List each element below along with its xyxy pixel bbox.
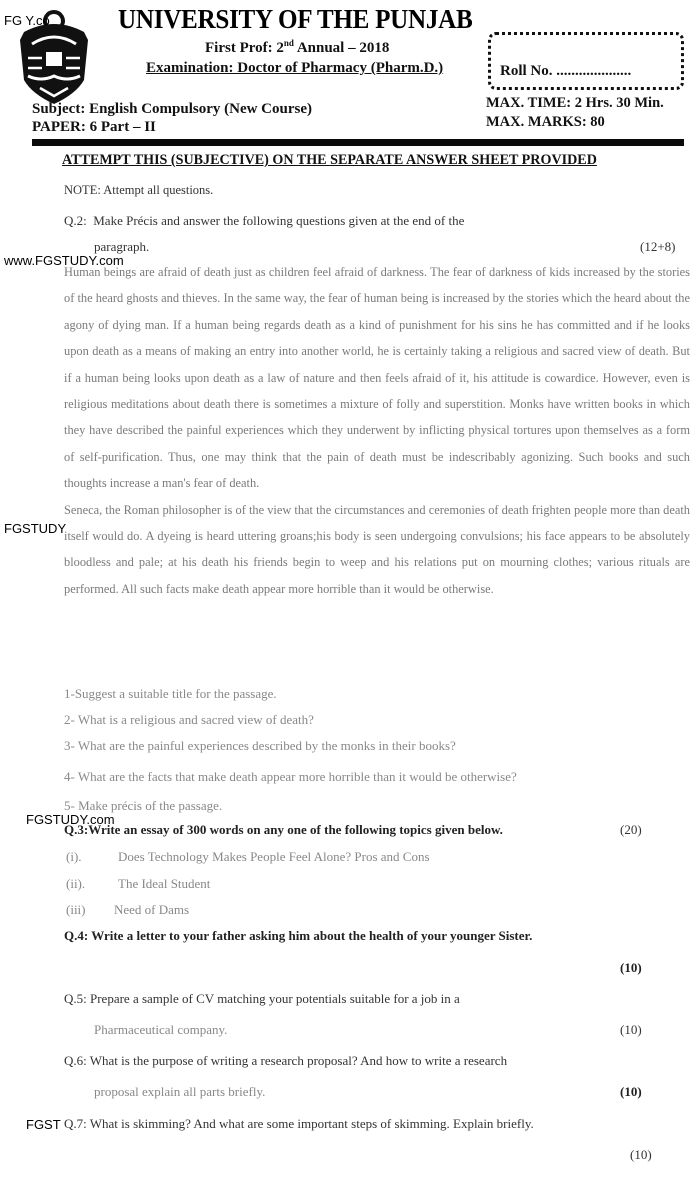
q2-question-1: 1-Suggest a suitable title for the passage.: [64, 686, 277, 701]
q2-line2: paragraph.: [94, 239, 150, 254]
passage-paragraph-2: Seneca, the Roman philosopher is of the view that the circumstances and ceremonies of death frighten people more than death itself would do. A dyeing is heard uttering groans;his body is seen undergoing convulsions; his face appears to be absolutely bloodless and pale; at his death his friends begin to weep and his relations put on mourning clothes; various rituals are performed. All such facts make death appear more horrible than it would be otherwise.: [64, 502, 690, 596]
q5-marks: (10): [620, 1022, 642, 1037]
watermark: FGSTUDY: [4, 521, 67, 536]
roll-number-field: Roll No. ....................: [500, 63, 632, 79]
q5-line2: Pharmaceutical company.: [94, 1022, 228, 1037]
q4-text: Q.4: Write a letter to your father asking him about the health of your younger Sister.: [64, 928, 533, 943]
q2-question-4: 4- What are the facts that make death appear more horrible than it would be otherwise?: [64, 769, 517, 784]
q7-text: Q.7: What is skimming? And what are some important steps of skimming. Explain briefly.: [64, 1116, 534, 1131]
watermark: FG Y.co: [4, 13, 50, 28]
q2-line1: Q.2: Make Précis and answer the following questions given at the end of the: [64, 213, 465, 228]
watermark: FGSTUDY.com: [26, 812, 115, 827]
passage-paragraph-1: Human beings are afraid of death just as children feel afraid of darkness. The fear of darkness of kids increased by the stories of the heard ghosts and thieves. In the same way, the fear of human being is increased by the stories which the heard about the agony of dying man. If a human being regards death as a kind of punishment for his sins he has committed and if he looks upon death as a means of making an entry into another world, he is certainly taking a religious and sacred view of death. But if a human being looks upon death as a law of nature and then feels afraid of it, his attitude is cowardice. However, even is religious meditations about death there is sometimes a mixture of folly and superstition. Monks have written books in which they have described the painful experiences which they underwent by inflicting physical tortures upon themselves as a form of self-purification. Thus, one may think that the pain of death must be indescribably agonizing. Such books and such thoughts increase a man's fear of death.: [64, 265, 690, 491]
passage: [64, 259, 690, 602]
q3-topic-2: The Ideal Student: [118, 876, 211, 891]
attempt-instruction: ATTEMPT THIS (SUBJECTIVE) ON THE SEPARATE ANSWER SHEET PROVIDED: [62, 152, 597, 168]
q2-question-3: 3- What are the painful experiences described by the monks in their books?: [64, 738, 456, 753]
examination-title: Examination: Doctor of Pharmacy (Pharm.D.): [146, 60, 444, 76]
q6-line2: proposal explain all parts briefly.: [94, 1084, 266, 1099]
q3-topic-2-number: (ii).: [66, 876, 86, 891]
q7-marks: (10): [630, 1147, 652, 1162]
q2-marks: (12+8): [640, 239, 676, 254]
q3-text: Q.3:Write an essay of 300 words on any one of the following topics given below.: [64, 822, 503, 837]
paper-label: PAPER: 6 Part – II: [32, 119, 156, 135]
q2-question-2: 2- What is a religious and sacred view of death?: [64, 712, 314, 727]
watermark: FGST: [26, 1117, 61, 1132]
header-divider: [32, 139, 684, 146]
subject-label: Subject: English Compulsory (New Course): [32, 101, 313, 117]
q2-question-5: 5- Make précis of the passage.: [64, 798, 223, 813]
exam-session: First Prof: 2nd Annual – 2018: [205, 38, 390, 56]
max-marks: MAX. MARKS: 80: [486, 114, 605, 130]
q3-topic-3-number: (iii): [66, 902, 86, 917]
roll-number-box: [488, 32, 684, 90]
note-instruction: NOTE: Attempt all questions.: [64, 183, 214, 197]
max-time: MAX. TIME: 2 Hrs. 30 Min.: [486, 95, 664, 111]
q6-line1: Q.6: What is the purpose of writing a research proposal? And how to write a research: [64, 1053, 508, 1068]
q3-marks: (20): [620, 822, 642, 837]
q3-topic-1: Does Technology Makes People Feel Alone? Pros and Cons: [118, 849, 430, 864]
watermark: www.FGSTUDY.com: [4, 253, 124, 268]
q3-topic-1-number: (i).: [66, 849, 82, 864]
university-title: UNIVERSITY OF THE PUNJAB: [118, 4, 473, 34]
q3-topic-3: Need of Dams: [114, 902, 190, 917]
q4-marks: (10): [620, 960, 642, 975]
q6-marks: (10): [620, 1084, 642, 1099]
q5-line1: Q.5: Prepare a sample of CV matching your potentials suitable for a job in a: [64, 991, 460, 1006]
